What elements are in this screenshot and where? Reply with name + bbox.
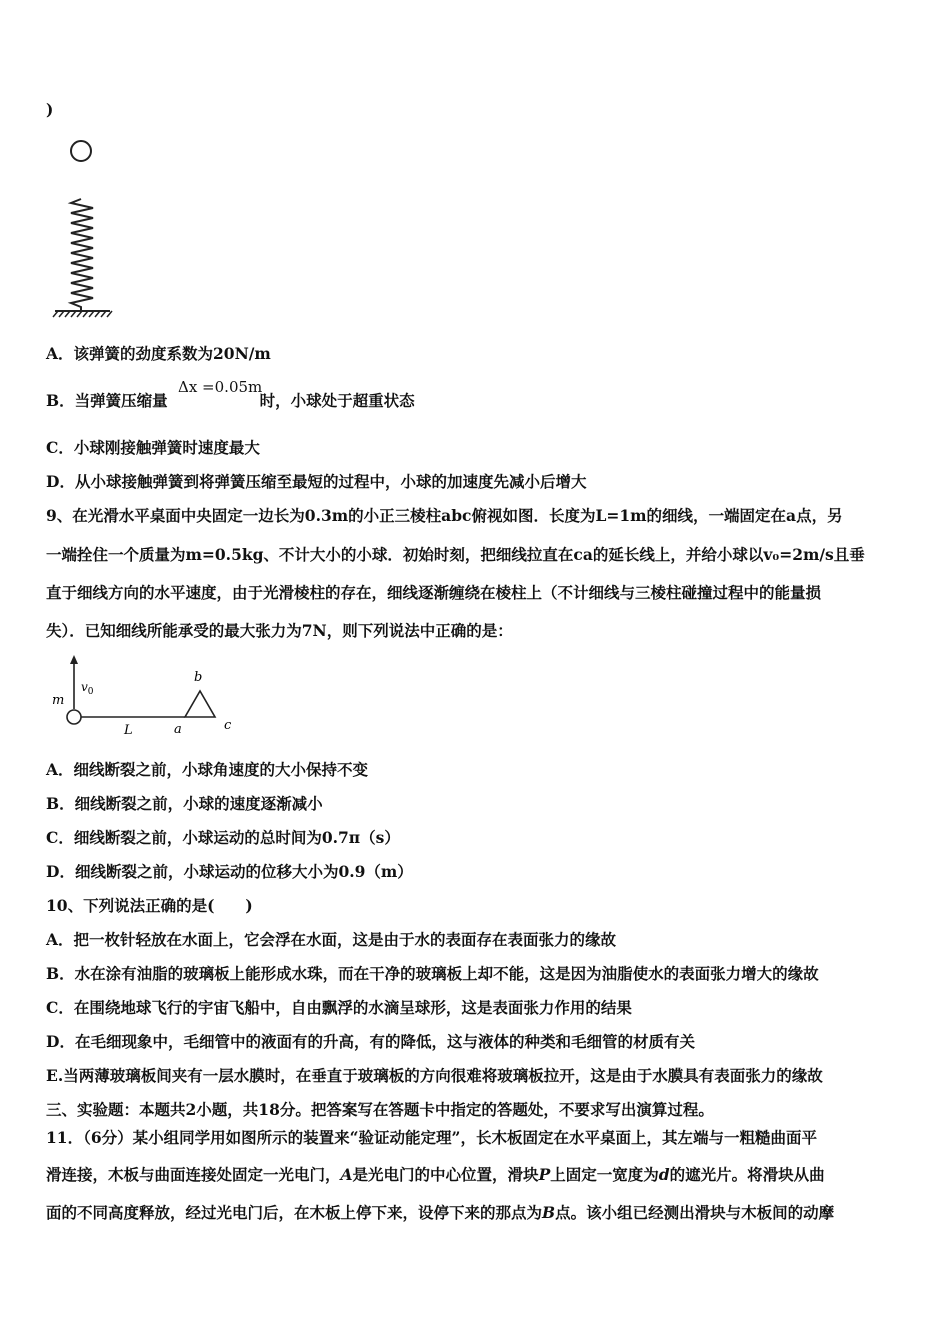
- q9-stem-line-1: 9、在光滑水平桌面中央固定一边长为0.3m的小正三棱柱abc俯视如图．长度为L=1m的细线，一端固定在a点，另: [46, 506, 843, 525]
- q11-line-3: [46, 1203, 834, 1223]
- q8-option-c: C．小球刚接触弹簧时速度最大: [46, 438, 260, 457]
- label-c: c: [224, 718, 232, 733]
- q11-line-1: 11．（6分）某小组同学用如图所示的装置来“验证动能定理”，长木板固定在水平桌面上，其左端与一粗糙曲面平: [46, 1128, 817, 1147]
- ball-icon: [71, 141, 91, 161]
- q9-option-d: D．细线断裂之前，小球运动的位移大小为0.9（m）: [46, 862, 413, 881]
- q9-stem-line-2: 一端拴住一个质量为m=0.5kg、不计大小的小球．初始时刻，把细线拉直在ca的延长线上，并给小球以v₀=2m/s且垂: [46, 545, 865, 564]
- q11-line-2-part-a: 滑连接，木板与曲面连接处固定一光电门，: [46, 1165, 341, 1184]
- q10-option-b: B．水在涂有油脂的玻璃板上能形成水珠，而在干净的玻璃板上却不能，这是因为油脂使水的表面张力增大的缘故: [46, 964, 819, 983]
- q11-var-B: B: [542, 1203, 556, 1222]
- q11-line-2: [46, 1165, 825, 1185]
- spring-ball-figure: [50, 136, 130, 321]
- q10-stem: 10、下列说法正确的是( ): [46, 896, 253, 915]
- q10-option-c: C．在围绕地球飞行的宇宙飞船中，自由飘浮的水滴呈球形，这是表面张力作用的结果: [46, 998, 632, 1017]
- q11-var-P: P: [538, 1165, 551, 1184]
- q11-var-d: d: [658, 1165, 670, 1184]
- q9-stem-line-4: 失）．已知细线所能承受的最大张力为7N，则下列说法中正确的是：: [46, 621, 513, 640]
- ball-icon: [67, 710, 81, 724]
- q11-var-A: A: [340, 1165, 353, 1184]
- label-v0: $v_0$: [81, 680, 94, 697]
- triangular-prism-icon: [185, 691, 215, 717]
- section-3-heading: 三、实验题：本题共2小题，共18分。把答案写在答题卡中指定的答题处，不要求写出演算过程。: [46, 1100, 714, 1119]
- label-L: L: [124, 723, 133, 738]
- q8-option-b-formula: Δx =0.05m: [178, 378, 263, 396]
- q8-option-b-suffix: 时，小球处于超重状态: [259, 391, 415, 410]
- q8-option-a: A．该弹簧的劲度系数为20N/m: [46, 344, 271, 363]
- q9-option-a: A．细线断裂之前，小球角速度的大小保持不变: [46, 760, 369, 779]
- q10-option-d: D．在毛细现象中，毛细管中的液面有的升高，有的降低，这与液体的种类和毛细管的材质有关: [46, 1032, 695, 1051]
- q11-line-2-part-b: 是光电门的中心位置，滑块: [352, 1165, 539, 1184]
- label-a: a: [174, 722, 182, 737]
- q10-option-e: E.当两薄玻璃板间夹有一层水膜时，在垂直于玻璃板的方向很难将玻璃板拉开，这是由于水膜具有表面张力的缘故: [46, 1066, 823, 1085]
- q8-option-d: D．从小球接触弹簧到将弹簧压缩至最短的过程中，小球的加速度先减小后增大: [46, 472, 587, 491]
- q11-line-3-part-b: 点。该小组已经测出滑块与木板间的动摩: [555, 1203, 835, 1222]
- q9-stem-line-3: 直于细线方向的水平速度，由于光滑棱柱的存在，细线逐渐缠绕在棱柱上（不计细线与三棱柱碰撞过程中的能量损: [46, 583, 822, 602]
- prism-string-figure: [48, 654, 248, 744]
- q8-option-b-prefix: B．当弹簧压缩量: [46, 391, 168, 410]
- q9-option-b: B．细线断裂之前，小球的速度逐渐减小: [46, 794, 323, 813]
- q10-option-a: A．把一枚针轻放在水面上，它会浮在水面，这是由于水的表面存在表面张力的缘故: [46, 930, 617, 949]
- q11-line-3-part-a: 面的不同高度释放，经过光电门后，在木板上停下来，设停下来的那点为: [46, 1203, 543, 1222]
- q11-line-2-part-c: 上固定一宽度为: [550, 1165, 659, 1184]
- q11-line-2-part-e: 的遮光片。将滑块从曲: [669, 1165, 825, 1184]
- label-m: m: [52, 693, 65, 708]
- spring-icon: [71, 199, 93, 311]
- velocity-arrowhead-icon: [70, 655, 78, 664]
- previous-question-fragment: ): [46, 100, 54, 119]
- q9-option-c: C．细线断裂之前，小球运动的总时间为0.7π（s）: [46, 828, 400, 847]
- label-b: b: [194, 670, 203, 685]
